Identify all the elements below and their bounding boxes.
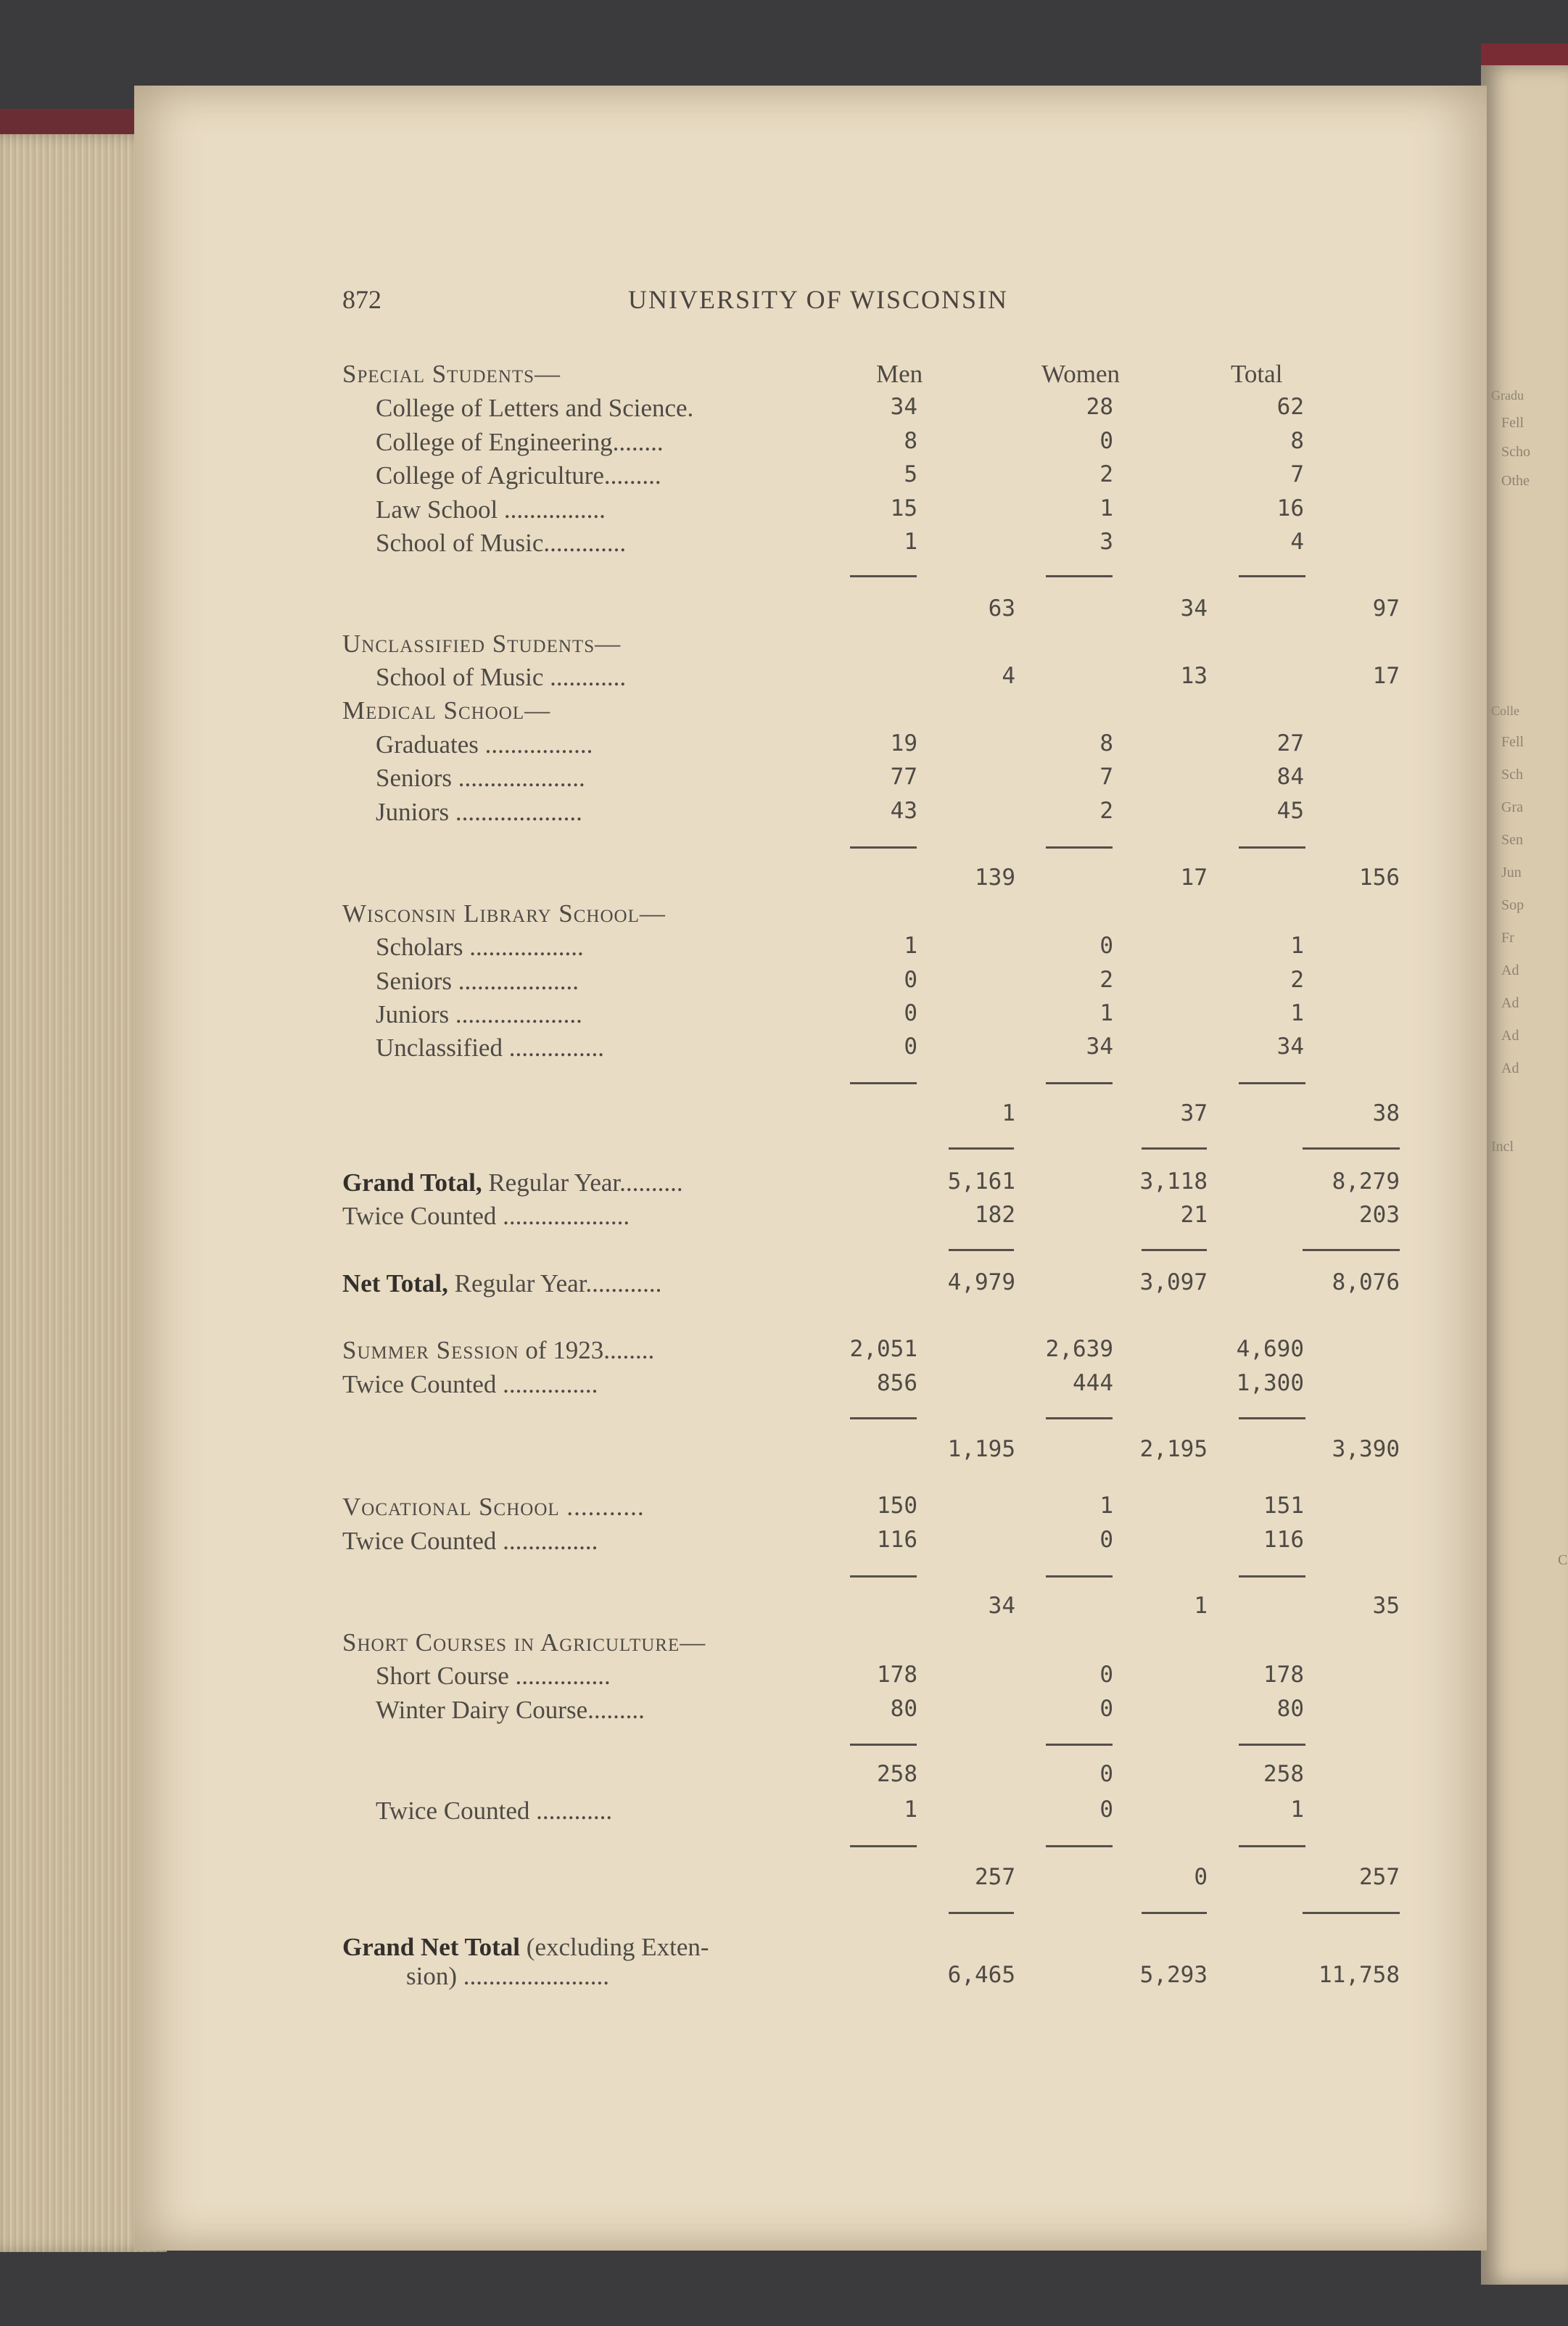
subtotal-women: 34 <box>1180 595 1208 622</box>
cell-total: 1 <box>1290 1797 1304 1823</box>
row-label: Short Course ............... <box>376 1662 611 1690</box>
sum-rule <box>1239 1417 1305 1419</box>
row-label: Juniors .................... <box>376 1000 582 1028</box>
sum-rule <box>1142 1912 1207 1914</box>
cell-men: 0 <box>904 1034 917 1060</box>
cell-men: 8 <box>904 428 917 454</box>
cell-women: 0 <box>1099 1527 1113 1553</box>
cell-women: 444 <box>1073 1370 1113 1396</box>
cell-men: 1 <box>904 1797 917 1823</box>
cell-men: 178 <box>877 1662 917 1688</box>
cell-total: 84 <box>1276 764 1304 790</box>
cell-men: 5,161 <box>947 1168 1015 1195</box>
sum-rule <box>949 1249 1014 1251</box>
cell-total: 16 <box>1276 495 1304 521</box>
row-label: Graduates ................. <box>376 730 593 759</box>
row-label <box>342 1168 683 1197</box>
net-total-label-bold: Net Total, <box>342 1269 448 1298</box>
cell-men: 0 <box>904 967 917 993</box>
cell-total: 1 <box>1290 1000 1304 1026</box>
sum-rule <box>850 1845 917 1847</box>
cell-women: 3 <box>1099 529 1113 555</box>
cell-women: 0 <box>1099 1797 1113 1823</box>
cell-women: 0 <box>1099 933 1113 959</box>
sum-rule <box>1046 1575 1113 1578</box>
row-label: Seniors .................... <box>376 764 585 792</box>
column-header-men: Men <box>876 360 923 388</box>
cell-women: 34 <box>1086 1034 1113 1060</box>
sum-rule <box>1046 1417 1113 1419</box>
row-label: Twice Counted .................... <box>342 1202 630 1230</box>
subtotal-men: 34 <box>988 1593 1015 1619</box>
grand-total-label: Regular Year.......... <box>482 1168 683 1197</box>
facing-page-fragment: Fell <box>1501 415 1524 431</box>
row-label: Law School ................ <box>376 495 606 524</box>
cell-total: 80 <box>1276 1696 1304 1722</box>
sum-rule <box>1046 575 1113 577</box>
cell-men: 116 <box>877 1527 917 1553</box>
cell-total: 4,690 <box>1236 1336 1304 1362</box>
sum-rule <box>850 575 917 577</box>
facing-page <box>1481 44 1568 2285</box>
cell-men: 0 <box>904 1000 917 1026</box>
row-label <box>342 1933 709 1962</box>
subtotal-women: 17 <box>1180 865 1208 891</box>
column-header-total: Total <box>1231 360 1283 388</box>
sum-rule <box>1303 1249 1400 1251</box>
sum-rule <box>850 1575 917 1578</box>
row-label: Twice Counted ............... <box>342 1527 598 1555</box>
column-header-women: Women <box>1041 360 1120 388</box>
subtotal-total: 258 <box>1263 1761 1304 1787</box>
cell-men: 150 <box>877 1493 917 1519</box>
cell-total: 1,300 <box>1236 1370 1304 1396</box>
sum-rule <box>1046 1744 1113 1746</box>
cell-men: 34 <box>890 394 917 420</box>
sum-rule <box>1303 1147 1400 1150</box>
section-heading-unclassified: Unclassified Students— <box>342 630 622 658</box>
cell-men: 15 <box>890 495 917 521</box>
cell-women: 0 <box>1099 428 1113 454</box>
facing-page-fragment: Ad <box>1501 1028 1519 1044</box>
sum-rule <box>1239 1744 1305 1746</box>
grand-net-total-label-bold: Grand Net Total <box>342 1933 521 1961</box>
cell-women: 8 <box>1099 730 1113 756</box>
cell-total: 151 <box>1263 1493 1304 1519</box>
cell-men: 19 <box>890 730 917 756</box>
cell-women: 28 <box>1086 394 1113 420</box>
cell-women: 1 <box>1099 495 1113 521</box>
cell-men: 6,465 <box>947 1962 1015 1988</box>
cell-men: 80 <box>890 1696 917 1722</box>
subtotal-women: 0 <box>1194 1864 1208 1890</box>
sum-rule <box>850 1417 917 1419</box>
sum-rule <box>1142 1147 1207 1150</box>
cell-women: 2 <box>1099 798 1113 824</box>
row-label: College of Agriculture......... <box>376 461 661 490</box>
facing-page-fragment: Incl <box>1491 1139 1514 1155</box>
subtotal-total: 3,390 <box>1332 1436 1400 1462</box>
row-label: School of Music ............ <box>376 663 627 691</box>
section-heading-special: Special Students— <box>342 360 561 388</box>
grand-total-label-bold: Grand Total, <box>342 1168 482 1197</box>
facing-page-fragment: Fell <box>1501 734 1524 750</box>
facing-page-fragment: Ad <box>1501 962 1519 978</box>
subtotal-women: 1 <box>1194 1593 1208 1619</box>
sum-rule <box>1046 1082 1113 1084</box>
sum-rule <box>850 1082 917 1084</box>
cell-men: 43 <box>890 798 917 824</box>
row-label: Seniors ................... <box>376 967 579 995</box>
subtotal-men: 139 <box>975 865 1015 891</box>
cell-women: 2 <box>1099 967 1113 993</box>
sum-rule <box>850 846 917 849</box>
cell-men: 182 <box>975 1202 1015 1228</box>
cell-men: 856 <box>877 1370 917 1396</box>
cell-men: 1 <box>904 529 917 555</box>
sum-rule <box>1046 846 1113 849</box>
cell-total: 34 <box>1276 1034 1304 1060</box>
subtotal-women: 37 <box>1180 1100 1208 1126</box>
cell-total: 8,279 <box>1332 1168 1400 1195</box>
row-label-continued: sion) ....................... <box>406 1962 609 1990</box>
subtotal-total: 257 <box>1359 1864 1400 1890</box>
sum-rule <box>1046 1845 1113 1847</box>
net-total-label: Regular Year............ <box>447 1269 662 1298</box>
row-label <box>342 1269 661 1298</box>
cell-men: 1 <box>904 933 917 959</box>
cell-women: 1 <box>1099 1493 1113 1519</box>
section-heading-vocational: Vocational School ........... <box>342 1493 645 1521</box>
facing-page-fragment: C <box>1558 1552 1568 1568</box>
section-heading-medical: Medical School— <box>342 696 551 725</box>
section-heading-short-courses: Short Courses in Agriculture— <box>342 1628 706 1657</box>
row-label: Unclassified ............... <box>376 1034 604 1062</box>
row-label: College of Letters and Science. <box>376 394 694 422</box>
cell-total: 178 <box>1263 1662 1304 1688</box>
cell-men: 5 <box>904 461 917 487</box>
subtotal-women: 0 <box>1099 1761 1113 1787</box>
sum-rule <box>949 1147 1014 1150</box>
cell-total: 17 <box>1372 663 1400 689</box>
sum-rule <box>1239 1845 1305 1847</box>
cell-men: 2,051 <box>849 1336 917 1362</box>
cell-women: 5,293 <box>1139 1962 1208 1988</box>
row-label: Twice Counted ............... <box>342 1370 598 1398</box>
cell-men: 77 <box>890 764 917 790</box>
facing-page-fragment: Jun <box>1501 865 1522 881</box>
facing-page-fragment: Fr <box>1501 930 1514 946</box>
sum-rule <box>1239 575 1305 577</box>
cell-total: 4 <box>1290 529 1304 555</box>
section-heading-library: Wisconsin Library School— <box>342 899 666 928</box>
cell-women: 3,097 <box>1139 1269 1208 1295</box>
facing-page-fragment: Scho <box>1501 444 1530 460</box>
page-number: 872 <box>342 285 381 314</box>
sum-rule <box>1303 1912 1400 1914</box>
section-heading-summer: Summer Session <box>342 1336 519 1364</box>
cell-total: 8,076 <box>1332 1269 1400 1295</box>
cell-total: 45 <box>1276 798 1304 824</box>
cell-total: 2 <box>1290 967 1304 993</box>
facing-page-fragment: Ad <box>1501 995 1519 1011</box>
subtotal-total: 97 <box>1372 595 1400 622</box>
facing-page-fragment: Sch <box>1501 767 1523 783</box>
cell-total: 7 <box>1290 461 1304 487</box>
subtotal-men: 258 <box>877 1761 917 1787</box>
cell-women: 2,639 <box>1045 1336 1113 1362</box>
facing-page-fragment: Othe <box>1501 473 1530 489</box>
subtotal-women: 2,195 <box>1139 1436 1208 1462</box>
row-label: Twice Counted ............ <box>376 1797 613 1825</box>
row-label: Scholars .................. <box>376 933 584 961</box>
cell-total: 203 <box>1359 1202 1400 1228</box>
cell-women: 7 <box>1099 764 1113 790</box>
cell-women: 1 <box>1099 1000 1113 1026</box>
facing-page-fragment: Gradu <box>1491 388 1524 403</box>
subtotal-total: 35 <box>1372 1593 1400 1619</box>
cell-total: 1 <box>1290 933 1304 959</box>
subtotal-men: 63 <box>988 595 1015 622</box>
subtotal-total: 38 <box>1372 1100 1400 1126</box>
facing-page-fragment: Sen <box>1501 832 1523 848</box>
facing-page-fragment: Ad <box>1501 1060 1519 1076</box>
cell-total: 11,758 <box>1319 1962 1400 1988</box>
row-label: Winter Dairy Course......... <box>376 1696 645 1724</box>
sum-rule <box>1239 1082 1305 1084</box>
row-label <box>342 1336 654 1365</box>
summer-heading-tail: of 1923........ <box>519 1336 655 1364</box>
sum-rule <box>1239 1575 1305 1578</box>
sum-rule <box>1142 1249 1207 1251</box>
cell-men: 4 <box>1002 663 1015 689</box>
cell-men: 4,979 <box>947 1269 1015 1295</box>
cell-women: 0 <box>1099 1696 1113 1722</box>
subtotal-men: 257 <box>975 1864 1015 1890</box>
row-label: Juniors .................... <box>376 798 582 826</box>
sum-rule <box>949 1912 1014 1914</box>
cell-women: 3,118 <box>1139 1168 1208 1195</box>
facing-page-fragment: Gra <box>1501 799 1523 815</box>
facing-page-fragment: Sop <box>1501 897 1524 913</box>
running-title: UNIVERSITY OF WISCONSIN <box>628 285 1009 314</box>
cell-total: 116 <box>1263 1527 1304 1553</box>
grand-net-total-label: (excluding Exten- <box>520 1933 709 1961</box>
cell-total: 27 <box>1276 730 1304 756</box>
cell-women: 2 <box>1099 461 1113 487</box>
row-label: College of Engineering........ <box>376 428 664 456</box>
subtotal-men: 1,195 <box>947 1436 1015 1462</box>
cell-total: 62 <box>1276 394 1304 420</box>
cell-women: 21 <box>1180 1202 1208 1228</box>
subtotal-total: 156 <box>1359 865 1400 891</box>
cell-women: 13 <box>1180 663 1208 689</box>
facing-page-fragment: Colle <box>1491 704 1519 718</box>
sum-rule <box>850 1744 917 1746</box>
sum-rule <box>1239 846 1305 849</box>
row-label: School of Music............. <box>376 529 627 557</box>
cell-women: 0 <box>1099 1662 1113 1688</box>
subtotal-men: 1 <box>1002 1100 1015 1126</box>
cell-total: 8 <box>1290 428 1304 454</box>
